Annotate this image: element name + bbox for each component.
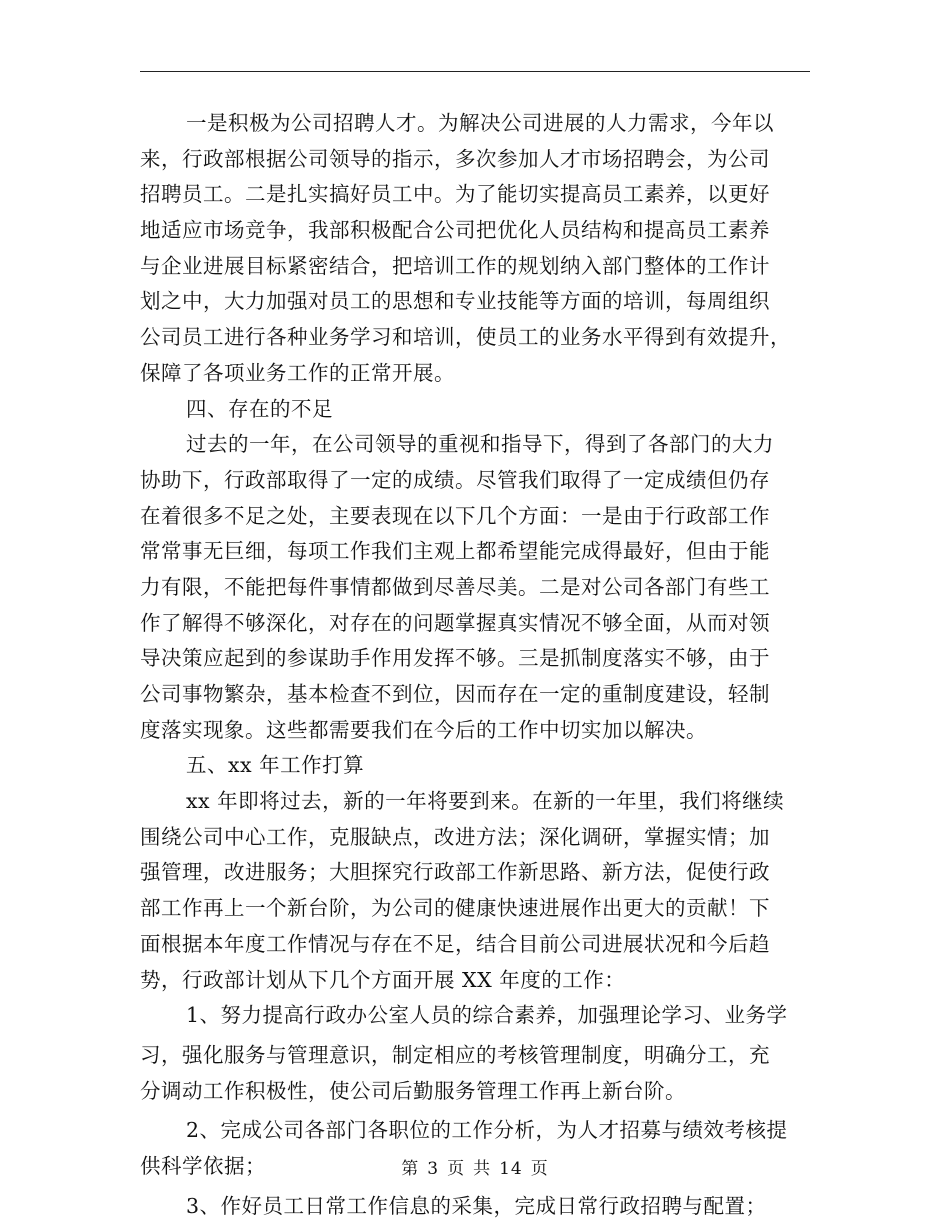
text-line: 面根据本年度工作情况与存在不足，结合目前公司进展状况和今后趋 [140, 931, 770, 956]
text-line: 一是积极为公司招聘人才。为解决公司进展的人力需求，今年以 [186, 111, 774, 135]
text-line: 来，行政部根据公司领导的指示，多次参加人才市场招聘会，为公司 [140, 146, 770, 171]
document-body [140, 106, 812, 1224]
text-line: 四、存在的不足 [186, 396, 333, 421]
text-line: 作了解得不够深化，对存在的问题掌握真实情况不够全面，从而对领 [140, 610, 770, 635]
text-line: 五、xx 年工作打算 [186, 753, 365, 778]
text-line: 与企业进展目标紧密结合，把培训工作的规划纳入部门整体的工作计 [140, 253, 770, 278]
text-line: 力有限，不能把每件事情都做到尽善尽美。二是对公司各部门有些工 [140, 574, 770, 599]
text-line: 公司事物繁杂，基本检查不到位，因而存在一定的重制度建设，轻制 [140, 682, 770, 706]
text-line: 招聘员工。二是扎实搞好员工中。为了能切实提高员工素养，以更好 [140, 182, 770, 207]
header-rule [140, 71, 810, 72]
text-line: 过去的一年，在公司领导的重视和指导下，得到了各部门的大力 [186, 432, 774, 457]
footer-current-page: 3 [427, 1159, 440, 1179]
footer-prefix: 第 [401, 1159, 420, 1179]
text-line: 习，强化服务与管理意识，制定相应的考核管理制度，明确分工，充 [140, 1042, 770, 1067]
text-line: 度落实现象。这些都需要我们在今后的工作中切实加以解决。 [140, 717, 707, 742]
text-line: 势，行政部计划从下几个方面开展 XX 年度的工作： [140, 967, 626, 992]
text-line: 强管理，改进服务；大胆探究行政部工作新思路、新方法，促使行政 [140, 860, 770, 885]
text-line: 1、努力提高行政办公室人员的综合素养，加强理论学习、业务学 [186, 1003, 788, 1028]
text-line: 常常事无巨细，每项工作我们主观上都希望能完成得最好，但由于能 [140, 539, 770, 564]
text-line: 分调动工作积极性，使公司后勤服务管理工作再上新台阶。 [140, 1078, 686, 1103]
text-line: 保障了各项业务工作的正常开展。 [140, 360, 455, 385]
footer-total-word: 共 [473, 1159, 492, 1179]
footer-page-word: 页 [447, 1159, 466, 1179]
text-line: 围绕公司中心工作，克服缺点，改进方法；深化调研，掌握实情；加 [140, 824, 770, 849]
text-line: 部工作再上一个新台阶，为公司的健康快速进展作出更大的贡献！下 [140, 896, 770, 921]
text-line: 地适应市场竞争，我部积极配合公司把优化人员结构和提高员工素养 [140, 218, 770, 243]
page-footer [0, 1154, 950, 1179]
text-line: 在着很多不足之处，主要表现在以下几个方面：一是由于行政部工作 [140, 503, 770, 528]
text-line: 协助下，行政部取得了一定的成绩。尽管我们取得了一定成绩但仍存 [140, 467, 770, 492]
text-line: 导决策应起到的参谋助手作用发挥不够。三是抓制度落实不够，由于 [140, 646, 770, 671]
text-line: 公司员工进行各种业务学习和培训，使员工的业务水平得到有效提升， [140, 325, 791, 350]
text-line: 划之中，大力加强对员工的思想和专业技能等方面的培训，每周组织 [140, 289, 770, 314]
text-line: 供科学依据； [140, 1153, 266, 1178]
footer-suffix: 页 [530, 1159, 549, 1179]
footer-total-pages: 14 [499, 1159, 523, 1179]
text-line: 3、作好员工日常工作信息的采集，完成日常行政招聘与配置； [186, 1193, 767, 1218]
text-line: xx 年即将过去，新的一年将要到来。在新的一年里，我们将继续 [186, 789, 785, 814]
text-line: 2、完成公司各部门各职位的工作分析，为人才招募与绩效考核提 [186, 1118, 788, 1143]
